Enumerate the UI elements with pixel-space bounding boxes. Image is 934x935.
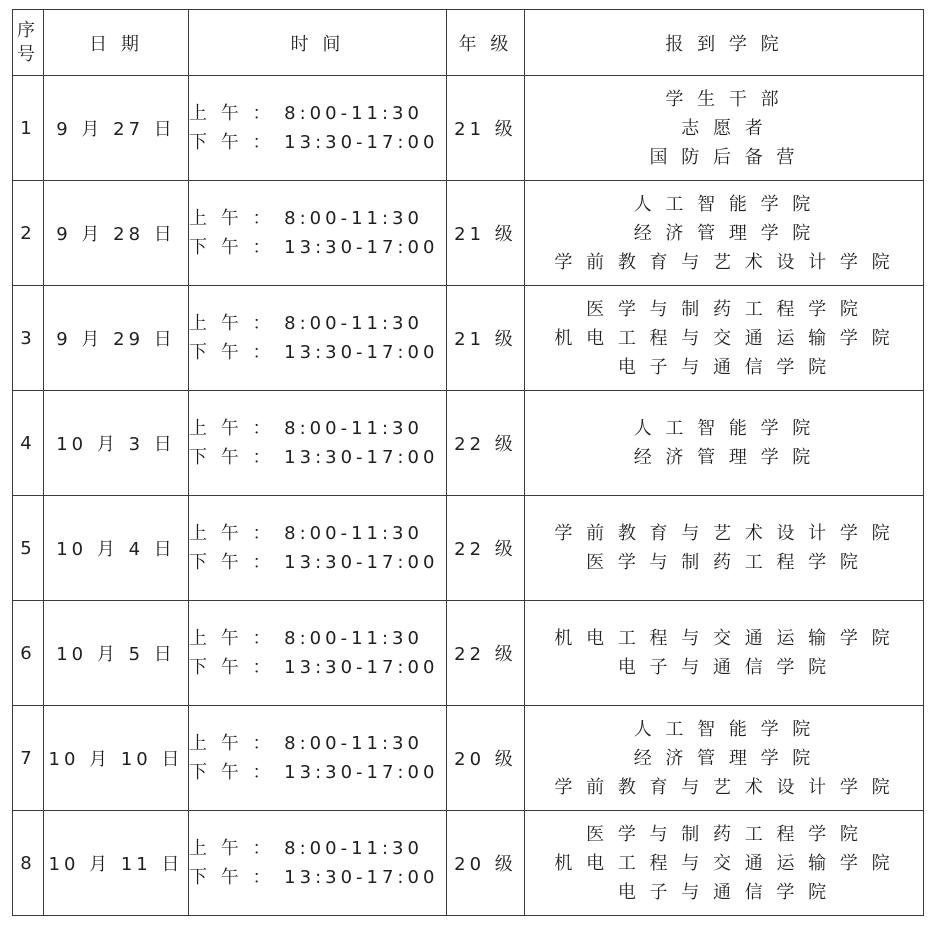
row-colleges bbox=[525, 76, 924, 181]
row-colleges bbox=[525, 286, 924, 391]
time-morning: 上 午 ： 8:00-11:30 bbox=[189, 628, 423, 649]
row-seq: 4 bbox=[13, 391, 44, 496]
header-seq bbox=[13, 10, 44, 76]
header-grade: 年 级 bbox=[447, 10, 525, 76]
table-row bbox=[13, 811, 924, 916]
row-date: 9 月 28 日 bbox=[44, 181, 189, 286]
row-grade: 22 级 bbox=[447, 391, 525, 496]
row-colleges bbox=[525, 706, 924, 811]
row-seq: 6 bbox=[13, 601, 44, 706]
college-name: 学 生 干 部 bbox=[665, 88, 783, 110]
college-name: 人 工 智 能 学 院 bbox=[633, 418, 815, 439]
college-name: 机 电 工 程 与 交 通 运 输 学 院 bbox=[554, 327, 894, 349]
row-time bbox=[189, 811, 447, 916]
college-name: 学 前 教 育 与 艺 术 设 计 学 院 bbox=[554, 251, 894, 273]
row-grade: 22 级 bbox=[447, 496, 525, 601]
header-seq-char-2: 号 bbox=[17, 43, 39, 65]
college-name: 医 学 与 制 药 工 程 学 院 bbox=[586, 552, 862, 573]
table-row bbox=[13, 601, 924, 706]
header-college: 报 到 学 院 bbox=[525, 10, 924, 76]
college-name: 志 愿 者 bbox=[681, 117, 767, 139]
college-name: 国 防 后 备 营 bbox=[649, 146, 799, 168]
row-grade: 20 级 bbox=[447, 706, 525, 811]
row-time bbox=[189, 496, 447, 601]
row-seq: 5 bbox=[13, 496, 44, 601]
college-name: 电 子 与 通 信 学 院 bbox=[617, 356, 831, 378]
table-row bbox=[13, 286, 924, 391]
table-body bbox=[13, 76, 924, 916]
table-header bbox=[13, 10, 924, 76]
row-grade: 21 级 bbox=[447, 181, 525, 286]
row-time bbox=[189, 76, 447, 181]
row-date: 10 月 11 日 bbox=[44, 811, 189, 916]
row-date: 9 月 29 日 bbox=[44, 286, 189, 391]
row-seq: 7 bbox=[13, 706, 44, 811]
row-colleges bbox=[525, 811, 924, 916]
row-date: 10 月 3 日 bbox=[44, 391, 189, 496]
row-time bbox=[189, 391, 447, 496]
time-afternoon: 下 午 ： 13:30-17:00 bbox=[189, 657, 439, 678]
college-name: 学 前 教 育 与 艺 术 设 计 学 院 bbox=[554, 523, 894, 544]
college-name: 医 学 与 制 药 工 程 学 院 bbox=[586, 298, 862, 320]
college-name: 经 济 管 理 学 院 bbox=[633, 447, 815, 468]
row-time bbox=[189, 601, 447, 706]
row-date: 10 月 10 日 bbox=[44, 706, 189, 811]
college-name: 医 学 与 制 药 工 程 学 院 bbox=[586, 823, 862, 845]
row-seq: 8 bbox=[13, 811, 44, 916]
row-date: 10 月 4 日 bbox=[44, 496, 189, 601]
row-date: 10 月 5 日 bbox=[44, 601, 189, 706]
time-afternoon: 下 午 ： 13:30-17:00 bbox=[189, 132, 439, 153]
college-name: 电 子 与 通 信 学 院 bbox=[617, 881, 831, 903]
time-afternoon: 下 午 ： 13:30-17:00 bbox=[189, 237, 439, 258]
row-grade: 21 级 bbox=[447, 76, 525, 181]
header-row bbox=[13, 10, 924, 76]
college-name: 机 电 工 程 与 交 通 运 输 学 院 bbox=[554, 852, 894, 874]
header-seq-char-1: 序 bbox=[17, 19, 39, 41]
time-afternoon: 下 午 ： 13:30-17:00 bbox=[189, 762, 439, 783]
table-row bbox=[13, 76, 924, 181]
table-row bbox=[13, 496, 924, 601]
row-grade: 21 级 bbox=[447, 286, 525, 391]
row-colleges bbox=[525, 601, 924, 706]
table-row bbox=[13, 706, 924, 811]
row-seq: 2 bbox=[13, 181, 44, 286]
row-time bbox=[189, 706, 447, 811]
row-seq: 3 bbox=[13, 286, 44, 391]
row-seq: 1 bbox=[13, 76, 44, 181]
college-name: 经 济 管 理 学 院 bbox=[633, 747, 815, 769]
registration-schedule-table bbox=[12, 9, 924, 916]
row-grade: 20 级 bbox=[447, 811, 525, 916]
time-morning: 上 午 ： 8:00-11:30 bbox=[189, 103, 423, 124]
row-colleges bbox=[525, 181, 924, 286]
time-afternoon: 下 午 ： 13:30-17:00 bbox=[189, 867, 439, 888]
header-time: 时 间 bbox=[189, 10, 447, 76]
time-morning: 上 午 ： 8:00-11:30 bbox=[189, 733, 423, 754]
time-morning: 上 午 ： 8:00-11:30 bbox=[189, 313, 423, 334]
time-morning: 上 午 ： 8:00-11:30 bbox=[189, 523, 423, 544]
time-afternoon: 下 午 ： 13:30-17:00 bbox=[189, 552, 439, 573]
row-colleges bbox=[525, 391, 924, 496]
college-name: 人 工 智 能 学 院 bbox=[633, 193, 815, 215]
college-name: 电 子 与 通 信 学 院 bbox=[617, 657, 831, 678]
row-colleges bbox=[525, 496, 924, 601]
row-grade: 22 级 bbox=[447, 601, 525, 706]
college-name: 经 济 管 理 学 院 bbox=[633, 222, 815, 244]
time-morning: 上 午 ： 8:00-11:30 bbox=[189, 208, 423, 229]
college-name: 机 电 工 程 与 交 通 运 输 学 院 bbox=[554, 628, 894, 649]
row-time bbox=[189, 286, 447, 391]
time-afternoon: 下 午 ： 13:30-17:00 bbox=[189, 342, 439, 363]
table-row bbox=[13, 181, 924, 286]
time-morning: 上 午 ： 8:00-11:30 bbox=[189, 418, 423, 439]
header-date: 日 期 bbox=[44, 10, 189, 76]
table-row bbox=[13, 391, 924, 496]
college-name: 人 工 智 能 学 院 bbox=[633, 718, 815, 740]
time-morning: 上 午 ： 8:00-11:30 bbox=[189, 838, 423, 859]
time-afternoon: 下 午 ： 13:30-17:00 bbox=[189, 447, 439, 468]
row-date: 9 月 27 日 bbox=[44, 76, 189, 181]
college-name: 学 前 教 育 与 艺 术 设 计 学 院 bbox=[554, 776, 894, 798]
row-time bbox=[189, 181, 447, 286]
